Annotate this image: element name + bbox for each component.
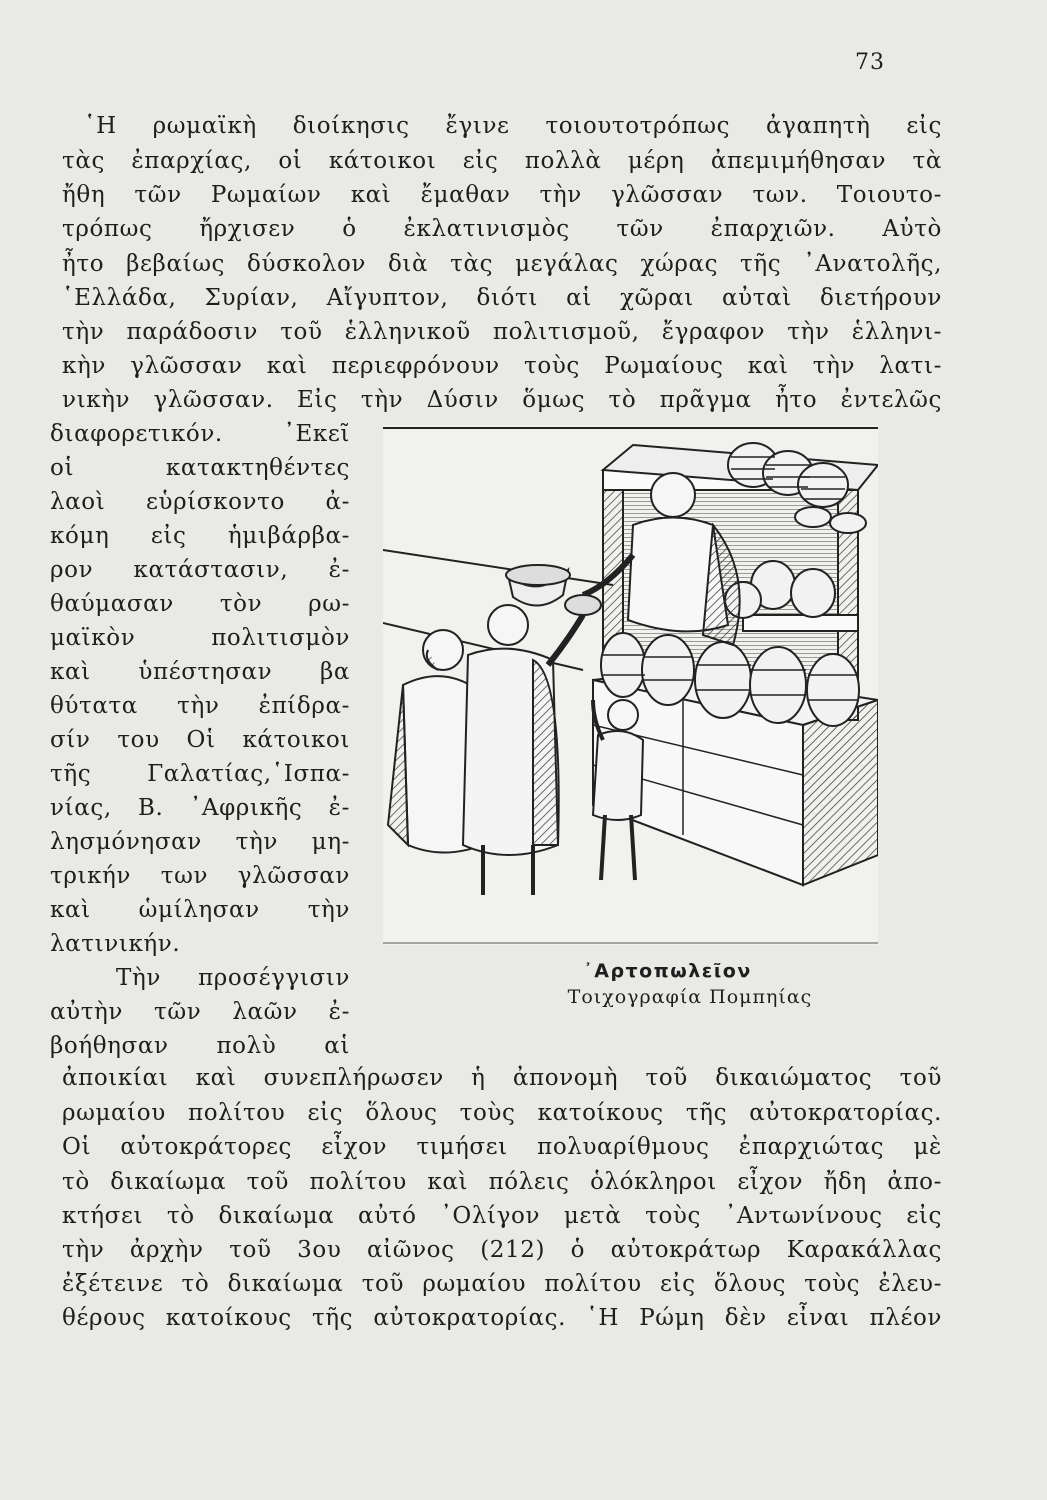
text-line: τὴν ἀρχὴν τοῦ 3ου αἰῶνος (212) ὁ αὐτοκράτωρ Καρακάλλας: [62, 1237, 942, 1263]
text-line: νικὴν γλῶσσαν. Εἰς τὴν Δύσιν ὅμως τὸ πρᾶγμα ἦτο ἐντελῶς: [62, 387, 942, 413]
text-line: καὶ ὡμίλησαν τὴν: [50, 897, 350, 923]
text-line: θύτατα τὴν ἐπίδρα-: [50, 693, 350, 719]
text-line: διαφορετικόν. ᾿Εκεῖ: [50, 421, 350, 447]
text-line: τρικήν των γλῶσσαν: [50, 863, 350, 889]
text-line: νίας, Β. ᾿Αφρικῆς ἐ-: [50, 795, 350, 821]
text-line: ἤθη τῶν Ρωμαίων καὶ ἔμαθαν τὴν γλῶσσαν των. Τοιουτο-: [62, 182, 942, 208]
text-line: αὐτὴν τῶν λαῶν ἐ-: [50, 999, 350, 1025]
text-line: λαοὶ εὑρίσκοντο ἀ-: [50, 489, 350, 515]
text-line: κτήσει τὸ δικαίωμα αὐτό ᾿Ολίγον μετὰ τοὺς ᾿Αντωνίνους εἰς: [62, 1203, 942, 1229]
page-number: 73: [855, 50, 885, 75]
text-line: ἀποικίαι καὶ συνεπλήρωσεν ἡ ἀπονομὴ τοῦ δικαιώματος τοῦ: [62, 1065, 942, 1091]
text-line: τὴν παράδοσιν τοῦ ἑλληνικοῦ πολιτισμοῦ, ἔγραφον τὴν ἑλληνι-: [62, 319, 942, 345]
text-line: ῾Ελλάδα, Συρίαν, Αἴγυπτον, διότι αἱ χῶραι αὐταὶ διετήρουν: [62, 285, 942, 311]
text-line: κὴν γλῶσσαν καὶ περιεφρόνουν τοὺς Ρωμαίους καὶ τὴν λατι-: [62, 353, 942, 379]
figure-caption-subtitle: Τοιχογραφία Πομπηίας: [567, 986, 813, 1008]
text-line: οἱ κατακτηθέντες: [50, 455, 350, 481]
text-line: ἐξέτεινε τὸ δικαίωμα τοῦ ρωμαίου πολίτου εἰς ὅλους τοὺς ἐλευ-: [62, 1271, 942, 1297]
text-line: Οἱ αὐτοκράτορες εἶχον τιμήσει πολυαρίθμους ἐπαρχιώτας μὲ: [62, 1134, 942, 1160]
text-line: κόμη εἰς ἡμιβάρβα-: [50, 523, 350, 549]
text-line: καὶ ὑπέστησαν βα: [50, 659, 350, 685]
bakery-engraving-icon: [383, 425, 878, 945]
text-line: Τὴν προσέγγισιν: [116, 965, 350, 991]
text-line: ῾Η ρωμαϊκὴ διοίκησις ἔγινε τοιουτοτρόπως ἀγαπητὴ εἰς: [84, 113, 942, 139]
text-line: θαύμασαν τὸν ρω-: [50, 591, 350, 617]
text-line: βοήθησαν πολὺ αἱ: [50, 1033, 350, 1059]
text-line: ἦτο βεβαίως δύσκολον διὰ τὰς μεγάλας χώρας τῆς ᾿Ανατολῆς,: [62, 251, 942, 277]
text-line: ρον κατάστασιν, ἐ-: [50, 557, 350, 583]
text-line: ρωμαίου πολίτου εἰς ὅλους τοὺς κατοίκους τῆς αὐτοκρατορίας.: [62, 1100, 942, 1126]
text-line: λησμόνησαν τὴν μη-: [50, 829, 350, 855]
text-line: τῆς Γαλατίας,῾Ισπα-: [50, 761, 350, 787]
text-line: λατινικήν.: [50, 931, 181, 957]
figure-caption-title: ᾿Αρτοπωλεῖον: [583, 960, 752, 982]
text-line: μαϊκὸν πολιτισμὸν: [50, 625, 350, 651]
text-line: τὰς ἐπαρχίας, οἱ κάτοικοι εἰς πολλὰ μέρη ἀπεμιμήθησαν τὰ: [62, 148, 942, 174]
text-line: θέρους κατοίκους τῆς αὐτοκρατορίας. ῾Η Ρώμη δὲν εἶναι πλέον: [62, 1305, 942, 1331]
bakery-illustration: [383, 425, 878, 945]
text-line: τρόπως ἤρχισεν ὁ ἐκλατινισμὸς τῶν ἐπαρχιῶν. Αὐτὸ: [62, 216, 942, 242]
text-line: τὸ δικαίωμα τοῦ πολίτου καὶ πόλεις ὁλόκληροι εἶχον ἤδη ἀπο-: [62, 1169, 942, 1195]
text-line: σίν του Οἱ κάτοικοι: [50, 727, 350, 753]
